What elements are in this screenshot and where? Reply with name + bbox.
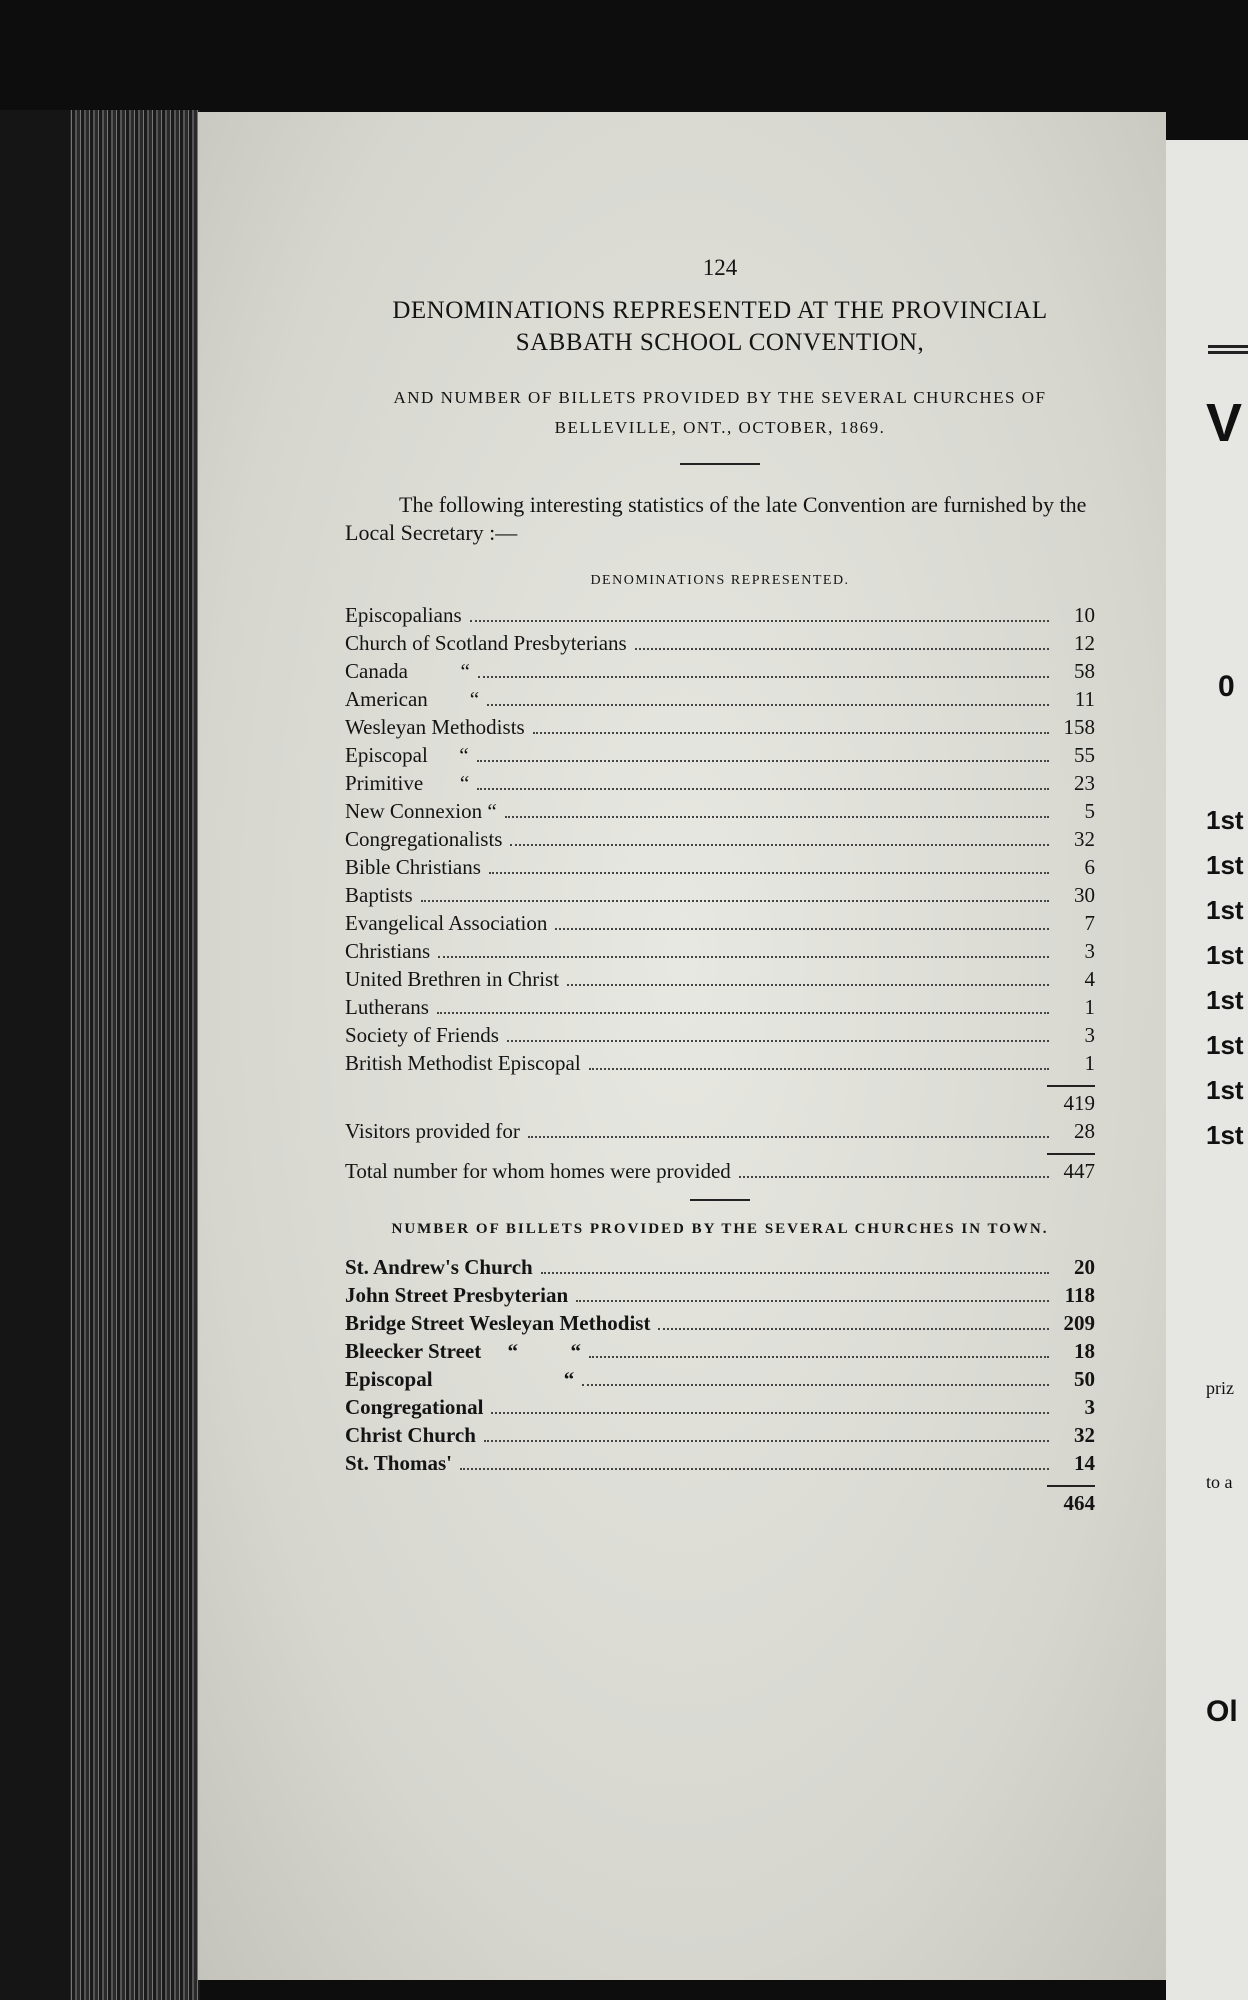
adjacent-fragment: to a [1206,1472,1233,1492]
leader-dots [510,844,1049,846]
item-count: 12 [1074,631,1095,655]
book-cover-edge [0,110,70,2000]
divider [680,463,760,465]
divider [690,1199,750,1201]
item-count: 447 [1063,1159,1095,1183]
item-label: Baptists [345,883,413,907]
item-count: 209 [1063,1311,1095,1335]
item-count: 6 [1084,855,1095,879]
leader-dots [582,1384,1049,1386]
list-item [345,909,1095,937]
item-label: Congregationalists [345,827,503,851]
denominations-list [345,601,1095,1077]
leader-dots [555,928,1049,930]
list-item [345,937,1095,965]
adjacent-fragment: 1st [1206,895,1244,925]
item-count: 14 [1074,1451,1095,1475]
leader-dots [533,732,1049,734]
item-label: Christ Church [345,1423,476,1447]
billets-list [345,1253,1095,1477]
adjacent-fragment: priz [1206,1378,1234,1398]
leader-dots [437,1012,1049,1014]
item-count: 58 [1074,659,1095,683]
adjacent-fragment: 1st [1206,940,1244,970]
list-item [345,1281,1095,1309]
item-count: 3 [1084,1395,1095,1419]
item-count: 32 [1074,1423,1095,1447]
page-subtitle: AND NUMBER OF BILLETS PROVIDED BY THE SEVERAL CHURCHES OF BELLEVILLE, ONT., OCTOBER, 1869. [393,388,1047,437]
leader-dots [478,676,1049,678]
item-label: Canada “ [345,659,470,683]
list-item [345,1365,1095,1393]
list-item [345,713,1095,741]
billets-total: 464 [1063,1491,1095,1515]
list-item [345,657,1095,685]
page-number: 124 [702,255,738,280]
item-label: Episcopalians [345,603,462,627]
item-label: New Connexion “ [345,799,497,823]
list-item [345,1309,1095,1337]
page-content [345,255,1095,1517]
item-label: Bridge Street Wesleyan Methodist [345,1311,651,1335]
item-label: St. Andrew's Church [345,1255,533,1279]
item-label: American “ [345,687,480,711]
leader-dots [484,1440,1049,1442]
leader-dots [470,620,1049,622]
leader-dots [460,1468,1049,1470]
item-label: Society of Friends [345,1023,499,1047]
total-homes-row [345,1157,1095,1185]
item-count: 18 [1074,1339,1095,1363]
leader-dots [507,1040,1049,1042]
item-count: 3 [1084,1023,1095,1047]
item-label: Episcopal “ [345,1367,575,1391]
item-label: Total number for whom homes were provided [345,1159,731,1183]
intro-paragraph: The following interesting statistics of the late Convention are furnished by the Local Secretary :— [345,492,1087,545]
item-count: 3 [1084,939,1095,963]
item-label: Church of Scotland Presbyterians [345,631,627,655]
item-label: Evangelical Association [345,911,548,935]
sum-rule [345,1485,1095,1487]
list-item [345,993,1095,1021]
leader-dots [567,984,1049,986]
list-item [345,965,1095,993]
item-count: 7 [1084,911,1095,935]
item-label: Bible Christians [345,855,481,879]
item-label: British Methodist Episcopal [345,1051,581,1075]
adjacent-fragment: V [1206,393,1243,453]
item-count: 20 [1074,1255,1095,1279]
adjacent-fragment: 0 [1218,670,1235,703]
item-count: 30 [1074,883,1095,907]
list-item [345,853,1095,881]
sum-rule [345,1085,1095,1087]
leader-dots [487,704,1049,706]
leader-dots [635,648,1049,650]
adjacent-page [1166,140,1248,2000]
item-label: Bleecker Street “ “ [345,1339,581,1363]
list-item [345,601,1095,629]
sum-rule [345,1153,1095,1155]
adjacent-page-rule [1208,345,1248,348]
item-count: 1 [1084,1051,1095,1075]
adjacent-fragment: 1st [1206,1030,1244,1060]
item-label: Visitors provided for [345,1119,520,1143]
leader-dots [541,1272,1049,1274]
item-count: 158 [1063,715,1095,739]
item-label: Wesleyan Methodists [345,715,525,739]
billets-heading: NUMBER OF BILLETS PROVIDED BY THE SEVERAL CHURCHES IN TOWN. [391,1221,1049,1237]
item-count: 11 [1074,687,1095,711]
item-count: 10 [1074,603,1095,627]
item-count: 28 [1074,1119,1095,1143]
item-label: Primitive “ [345,771,470,795]
leader-dots [739,1176,1049,1178]
item-count: 118 [1064,1283,1095,1307]
list-item [345,741,1095,769]
adjacent-fragment: 1st [1206,1075,1244,1105]
adjacent-fragment: 1st [1206,985,1244,1015]
adjacent-fragment: 1st [1206,850,1244,880]
item-count: 50 [1074,1367,1095,1391]
leader-dots [477,760,1049,762]
item-count: 32 [1074,827,1095,851]
leader-dots [576,1300,1049,1302]
item-count: 5 [1084,799,1095,823]
list-item [345,1049,1095,1077]
item-label: United Brethren in Christ [345,967,560,991]
list-item [345,769,1095,797]
item-label: Lutherans [345,995,429,1019]
leader-dots [528,1136,1049,1138]
list-item [345,881,1095,909]
list-item [345,825,1095,853]
leader-dots [489,872,1049,874]
list-item [345,685,1095,713]
list-item [345,1421,1095,1449]
item-label: St. Thomas' [345,1451,452,1475]
leader-dots [589,1356,1049,1358]
item-label: Congregational [345,1395,484,1419]
item-label: Episcopal “ [345,743,469,767]
adjacent-fragment: Ol [1206,1695,1238,1728]
item-count: 55 [1074,743,1095,767]
list-item [345,797,1095,825]
leader-dots [438,956,1049,958]
leader-dots [421,900,1049,902]
list-item [345,1021,1095,1049]
denominations-heading: DENOMINATIONS REPRESENTED. [590,573,850,588]
page-title: DENOMINATIONS REPRESENTED AT THE PROVINCIAL SABBATH SCHOOL CONVENTION, [392,297,1048,356]
item-count: 4 [1084,967,1095,991]
leader-dots [491,1412,1049,1414]
list-item [345,629,1095,657]
adjacent-fragment: 1st [1206,1120,1244,1150]
list-item [345,1253,1095,1281]
list-item [345,1449,1095,1477]
visitors-row [345,1117,1095,1145]
item-count: 23 [1074,771,1095,795]
item-label: Christians [345,939,431,963]
leader-dots [658,1328,1049,1330]
leader-dots [477,788,1049,790]
denominations-subtotal: 419 [1063,1091,1095,1115]
adjacent-fragment: 1st [1206,805,1244,835]
list-item [345,1393,1095,1421]
leader-dots [505,816,1049,818]
leader-dots [589,1068,1049,1070]
item-count: 1 [1084,995,1095,1019]
list-item [345,1337,1095,1365]
item-label: John Street Presbyterian [345,1283,569,1307]
